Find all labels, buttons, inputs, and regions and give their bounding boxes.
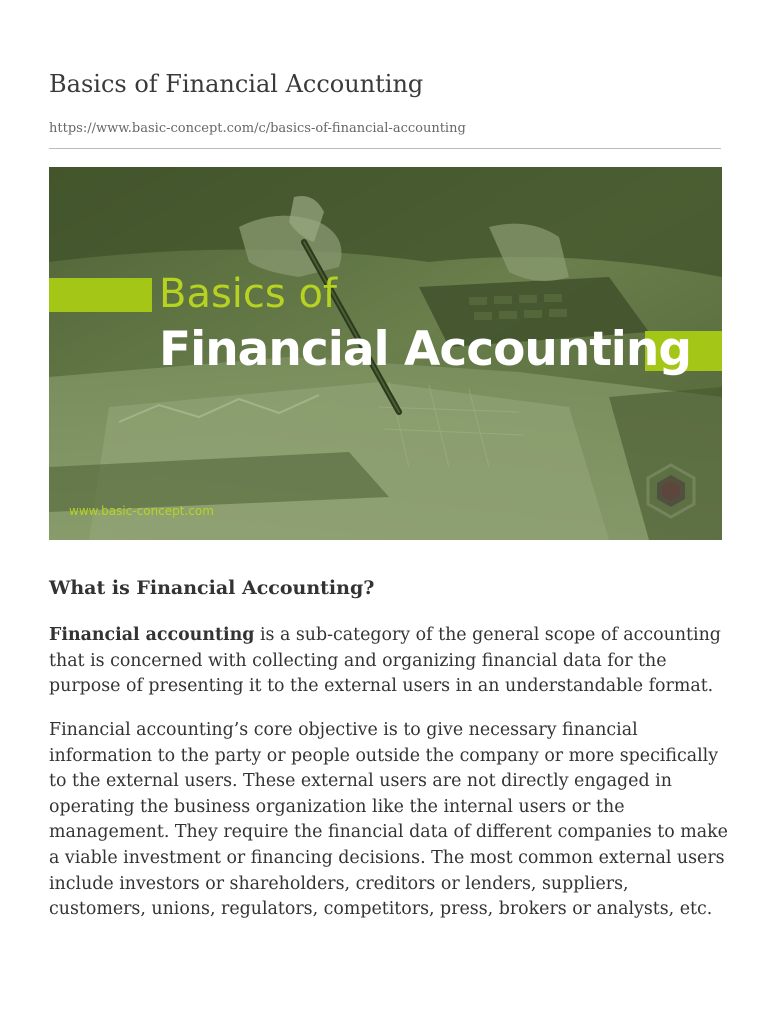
paragraph-definition bbox=[49, 623, 729, 700]
paragraph-objective: Financial accounting’s core objective is to give necessary financial information to the party or people outside the company or more specifically to the external users. These external users are not directly engaged in operating the business organization like the internal users or the management. They require the financial data of different companies to make a viable investment or financing decisions. The most common external users include investors or shareholders, creditors or lenders, suppliers, customers, unions, regulators, competitors, press, brokers or analysts, etc. bbox=[49, 720, 728, 920]
header-divider bbox=[49, 148, 721, 149]
source-url: https://www.basic-concept.com/c/basics-of-financial-accounting bbox=[49, 121, 466, 136]
hero-banner-image bbox=[49, 167, 722, 540]
banner-title-line1: Basics of bbox=[159, 271, 338, 317]
page-title: Basics of Financial Accounting bbox=[49, 70, 424, 98]
banner-title-line2: Financial Accounting bbox=[159, 322, 691, 377]
banner-site-watermark: www.basic-concept.com bbox=[69, 504, 214, 518]
defined-term: Financial accounting bbox=[49, 625, 255, 645]
hexagon-logo-icon bbox=[645, 463, 697, 519]
paragraph-definition-text: is a sub-category of the general scope of accounting that is concerned with collecting and organizing financial data for the purpose of presenting it to the external users in an understandable format. bbox=[49, 625, 721, 697]
banner-accent-bar-left bbox=[49, 278, 152, 312]
section-heading: What is Financial Accounting? bbox=[49, 577, 375, 599]
